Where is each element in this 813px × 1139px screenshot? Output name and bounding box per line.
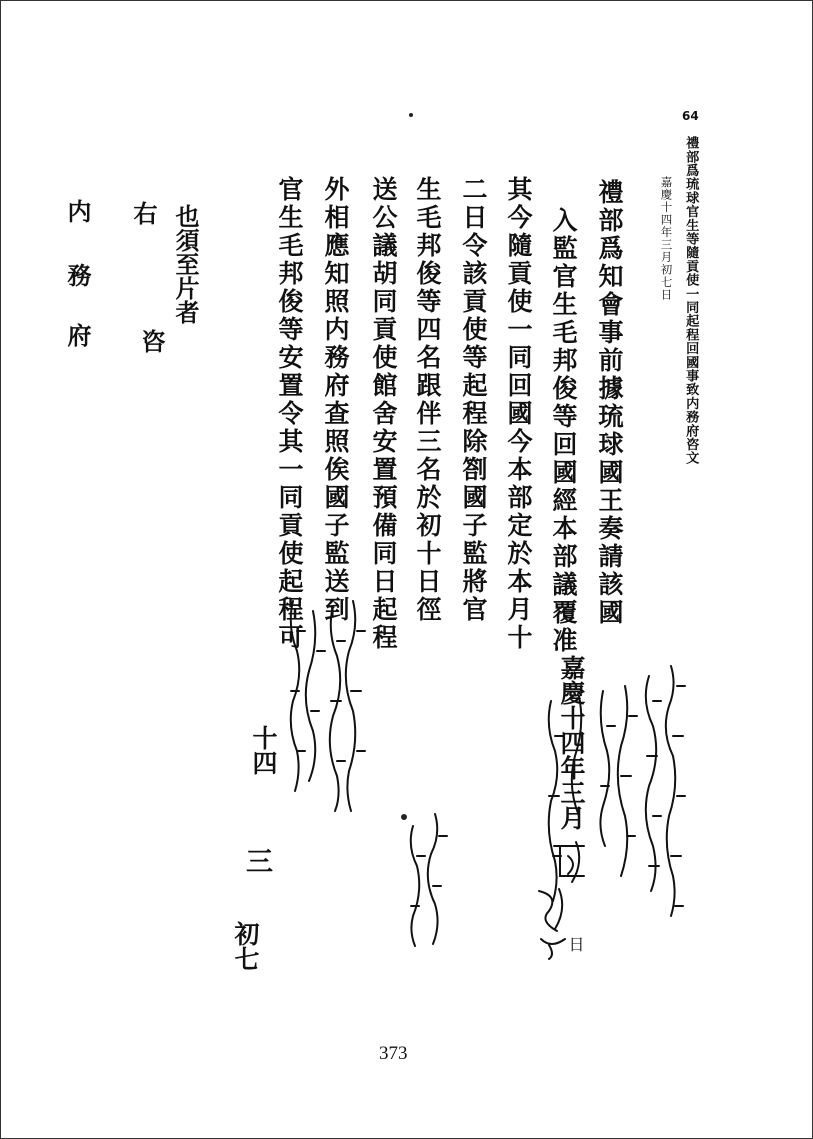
date-era: 嘉慶十四年三月 bbox=[557, 655, 586, 830]
seal-mark-upper bbox=[546, 836, 596, 886]
body-column-5: 生毛邦俊等四名跟伴三名於初十日徑 bbox=[413, 176, 442, 624]
closing-nei: 内 bbox=[63, 199, 92, 223]
ink-dot bbox=[401, 814, 407, 820]
date-fourteen: 十四 bbox=[249, 725, 278, 775]
closing-fu: 府 bbox=[63, 323, 92, 347]
body-column-6: 送公議胡同貢使館舍安置預備同日起程 bbox=[369, 176, 398, 652]
document-date-header: 嘉慶十四年三月初七日 bbox=[659, 176, 674, 301]
date-day-mark: 日 bbox=[566, 936, 585, 952]
body-column-8: 官生毛邦俊等安置令其一同貢使起程可 bbox=[275, 176, 304, 652]
closing-wu: 務 bbox=[63, 263, 92, 287]
closing-you: 右 bbox=[129, 201, 158, 225]
closing-zi: 咨 bbox=[137, 329, 166, 353]
document-number: 64 bbox=[682, 109, 699, 123]
date-three: 三 bbox=[241, 847, 272, 874]
manchu-script-small bbox=[393, 806, 453, 956]
page-number: 373 bbox=[379, 1043, 408, 1064]
speck-mark bbox=[409, 113, 413, 117]
body-column-1: 禮部爲知會事前據琉球國王奏請該國 bbox=[595, 179, 624, 627]
closing-line-1: 也須至片者 bbox=[171, 204, 200, 324]
body-column-4: 二日令該貢使等起程除劄國子監將官 bbox=[459, 176, 488, 624]
manchu-script-middle bbox=[271, 591, 371, 831]
date-chuqi: 初七 bbox=[231, 921, 260, 971]
body-column-3: 其今隨貢使一同回國今本部定於本月十 bbox=[504, 176, 533, 652]
body-column-7: 外相應知照内務府查照俟國子監送到 bbox=[321, 176, 350, 624]
body-column-2: 入監官生毛邦俊等回國經本部議覆准 bbox=[549, 207, 578, 655]
document-title: 禮部爲琉球官生等隨貢使一同起程回國事致内務府咨文 bbox=[683, 136, 699, 465]
